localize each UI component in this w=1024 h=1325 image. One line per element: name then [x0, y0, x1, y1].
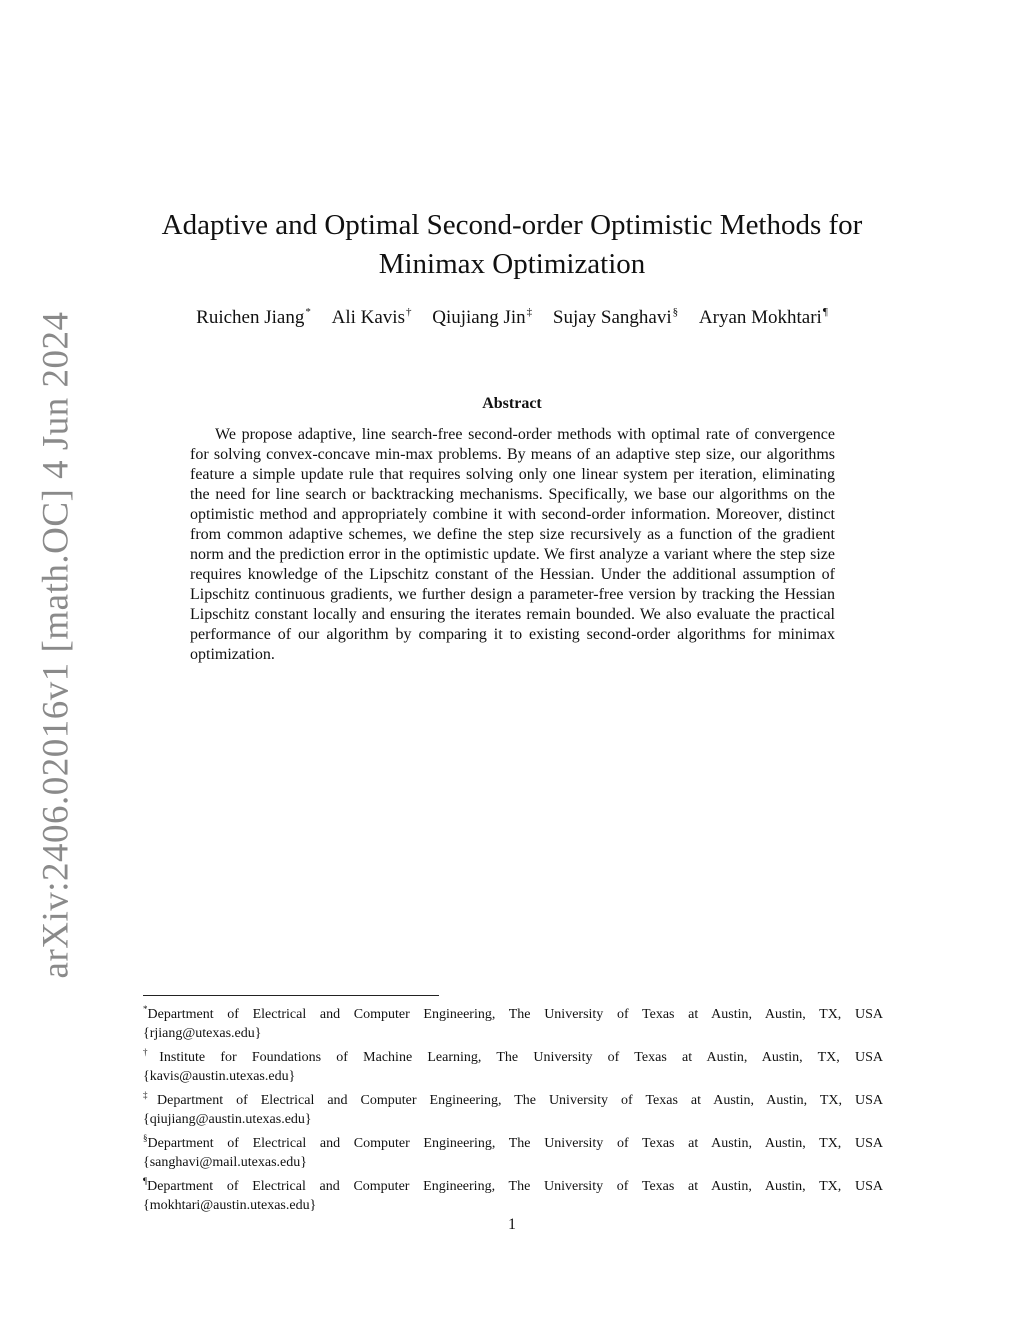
author	[553, 307, 678, 328]
author-footnote-mark: ¶	[822, 306, 828, 318]
footnote	[143, 1086, 883, 1129]
footnote-mark: *	[143, 1004, 148, 1014]
author-name: Qiujiang Jin	[432, 307, 526, 328]
footnote-affiliation: Department of Electrical and Computer Engineering, The University of Texas at Austin, Austin, TX, USA	[147, 1179, 883, 1194]
author-footnote-mark: †	[405, 306, 412, 318]
footnote-affiliation: Department of Electrical and Computer Engineering, The University of Texas at Austin, Austin, TX, USA	[147, 1136, 883, 1151]
footnotes	[143, 1000, 883, 1215]
footnote	[143, 1129, 883, 1172]
author	[196, 307, 311, 328]
author-footnote-mark: *	[305, 306, 311, 318]
author-name: Ruichen Jiang	[196, 307, 305, 328]
author-name: Ali Kavis	[331, 307, 405, 328]
footnote-email: {rjiang@utexas.edu}	[143, 1025, 262, 1041]
author	[332, 307, 412, 328]
footnote-email: {mokhtari@austin.utexas.edu}	[143, 1197, 317, 1213]
footnote-affiliation: Department of Electrical and Computer Engineering, The University of Texas at Austin, Austin, TX, USA	[157, 1093, 883, 1108]
footnote-affiliation: Institute for Foundations of Machine Learning, The University of Texas at Austin, Austin, TX, USA	[159, 1050, 884, 1065]
author	[432, 307, 532, 328]
footnote-email: {sanghavi@mail.utexas.edu}	[143, 1154, 307, 1170]
footnote	[143, 1172, 883, 1215]
footnote	[143, 1000, 883, 1043]
abstract-body: We propose adaptive, line search-free second-order methods with optimal rate of convergence for solving convex-concave min-max problems. By means of an adaptive step size, our algorithms feature a simple update rule that requires solving only one linear system per iteration, eliminating the need for line search or backtracking mechanisms. Specifically, we base our algorithms on the optimistic method and appropriately combine it with second-order information. Moreover, distinct from common adaptive schemes, we define the step size recursively as a function of the gradient norm and the prediction error in the optimistic update. We first analyze a variant where the step size requires knowledge of the Lipschitz constant of the Hessian. Under the additional assumption of Lipschitz continuous gradients, we further design a parameter-free version by tracking the Hessian Lipschitz constant locally and ensuring the iterates remain bounded. We also evaluate the practical performance of our algorithm by comparing it to existing second-order algorithms for minimax optimization.	[190, 426, 835, 663]
footnote-email: {qiujiang@austin.utexas.edu}	[143, 1111, 312, 1127]
paper-title: Adaptive and Optimal Second-order Optimistic Methods for Minimax Optimization	[161, 209, 863, 280]
footnote	[143, 1043, 883, 1086]
author	[699, 307, 828, 328]
footnote-mark: †	[143, 1047, 160, 1057]
arxiv-identifier-stamp: arXiv:2406.02016v1 [math.OC] 4 Jun 2024	[35, 311, 77, 979]
footnote-email: {kavis@austin.utexas.edu}	[143, 1068, 296, 1084]
footnote-mark: ¶	[143, 1176, 148, 1186]
footnote-mark: ‡	[143, 1090, 157, 1100]
footnote-affiliation: Department of Electrical and Computer Engineering, The University of Texas at Austin, Austin, TX, USA	[147, 1007, 883, 1022]
author-list	[120, 306, 904, 329]
page-number: 1	[508, 1216, 516, 1233]
author-name: Aryan Mokhtari	[698, 307, 822, 328]
author-footnote-mark: §	[672, 306, 679, 318]
author-name: Sujay Sanghavi	[552, 307, 672, 328]
abstract-heading: Abstract	[482, 395, 542, 412]
author-footnote-mark: ‡	[526, 306, 533, 318]
footnote-divider	[143, 995, 439, 996]
footnote-mark: §	[143, 1133, 148, 1143]
